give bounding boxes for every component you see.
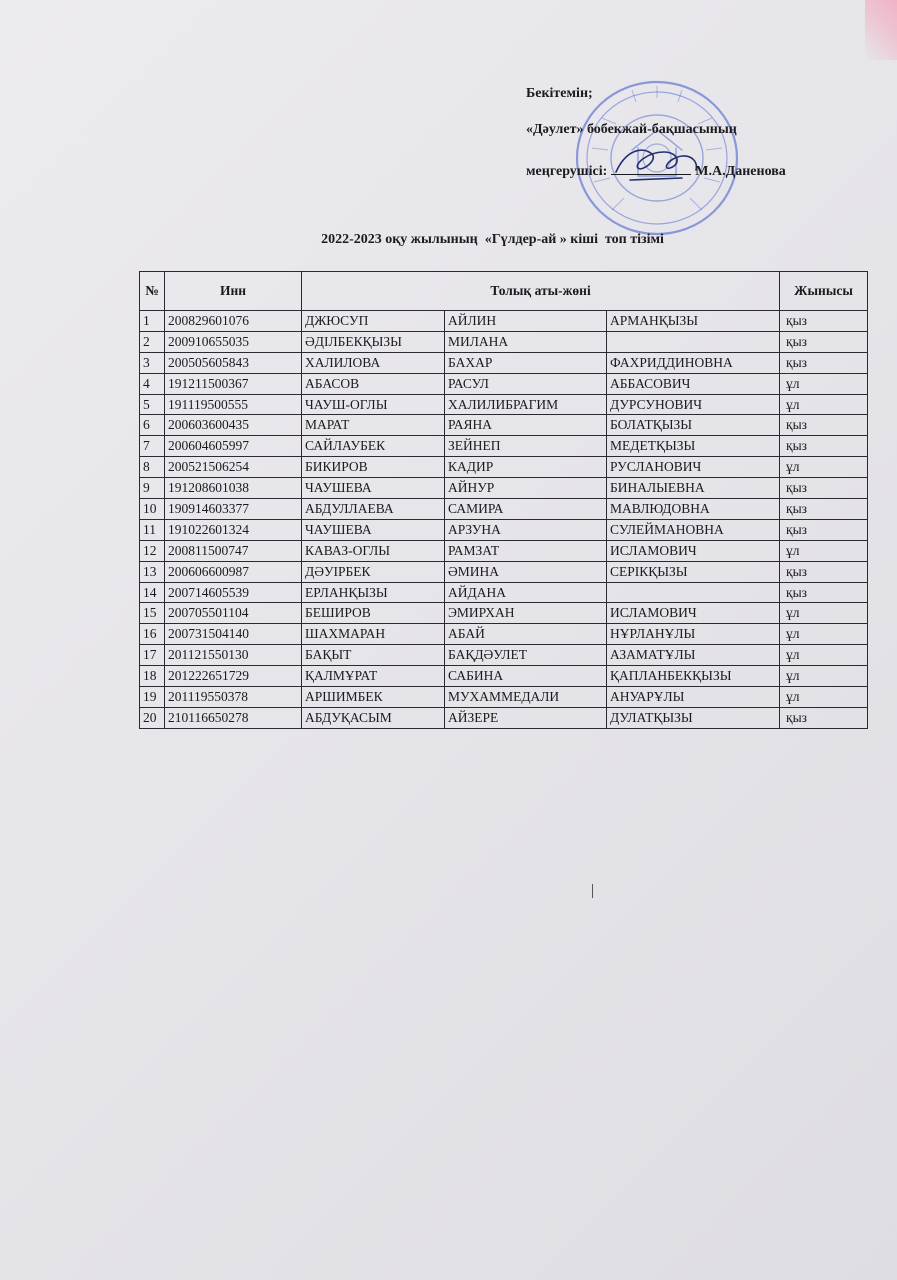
cell-last-name: ДЖЮСУП <box>302 311 445 332</box>
cell-last-name: ЕРЛАНҚЫЗЫ <box>302 582 445 603</box>
cell-gender: ұл <box>780 373 868 394</box>
table-row <box>140 707 868 728</box>
cell-first-name: АЙДАНА <box>445 582 607 603</box>
cell-patronymic: СУЛЕЙМАНОВНА <box>607 519 780 540</box>
cell-number: 10 <box>140 499 165 520</box>
cell-number: 9 <box>140 478 165 499</box>
cell-first-name: БАХАР <box>445 352 607 373</box>
cell-patronymic: ИСЛАМОВИЧ <box>607 540 780 561</box>
header-number: № <box>140 272 165 311</box>
table-row <box>140 436 868 457</box>
cell-patronymic: АББАСОВИЧ <box>607 373 780 394</box>
approval-signatory-name: М.А.Даненова <box>695 164 786 179</box>
table-row <box>140 352 868 373</box>
cell-number: 19 <box>140 687 165 708</box>
cell-last-name: АРШИМБЕК <box>302 687 445 708</box>
table-row <box>140 624 868 645</box>
cell-iin: 190914603377 <box>165 499 302 520</box>
cell-iin: 210116650278 <box>165 707 302 728</box>
cell-gender: ұл <box>780 457 868 478</box>
children-roster-table <box>139 271 868 729</box>
approval-position: меңгерушісі: <box>526 164 608 179</box>
cell-last-name: ЧАУШЕВА <box>302 478 445 499</box>
cell-gender: ұл <box>780 540 868 561</box>
table-header-row <box>140 272 868 311</box>
cell-gender: ұл <box>780 603 868 624</box>
approval-signatory-line <box>526 164 786 180</box>
cell-iin: 200829601076 <box>165 311 302 332</box>
cell-number: 14 <box>140 582 165 603</box>
cell-patronymic: СЕРІКҚЫЗЫ <box>607 561 780 582</box>
cell-first-name: САБИНА <box>445 666 607 687</box>
cell-gender: қыз <box>780 707 868 728</box>
header-full-name: Толық аты-жөні <box>302 272 780 311</box>
cell-first-name: АЙНУР <box>445 478 607 499</box>
cell-gender: қыз <box>780 582 868 603</box>
cell-iin: 200731504140 <box>165 624 302 645</box>
cell-gender: қыз <box>780 519 868 540</box>
cell-first-name: АБАЙ <box>445 624 607 645</box>
cell-patronymic: ҚАПЛАНБЕКҚЫЗЫ <box>607 666 780 687</box>
cell-last-name: ДӘУІРБЕК <box>302 561 445 582</box>
cell-last-name: БЕШИРОВ <box>302 603 445 624</box>
cell-number: 11 <box>140 519 165 540</box>
cell-last-name: ШАХМАРАН <box>302 624 445 645</box>
cell-first-name: РАСУЛ <box>445 373 607 394</box>
cell-patronymic: АНУАРҰЛЫ <box>607 687 780 708</box>
cell-iin: 200606600987 <box>165 561 302 582</box>
cell-number: 3 <box>140 352 165 373</box>
cell-patronymic <box>607 331 780 352</box>
header-gender: Жынысы <box>780 272 868 311</box>
cell-patronymic <box>607 582 780 603</box>
cell-first-name: МИЛАНА <box>445 331 607 352</box>
cell-last-name: КАВАЗ-ОГЛЫ <box>302 540 445 561</box>
cell-iin: 200714605539 <box>165 582 302 603</box>
cell-first-name: РАМЗАТ <box>445 540 607 561</box>
approval-organization: «Дәулет» бобекжай-бақшасының <box>526 122 737 137</box>
cell-gender: ұл <box>780 645 868 666</box>
cell-iin: 200811500747 <box>165 540 302 561</box>
table-row <box>140 645 868 666</box>
cell-iin: 191211500367 <box>165 373 302 394</box>
cell-gender: ұл <box>780 624 868 645</box>
table-row <box>140 373 868 394</box>
cell-iin: 200604605997 <box>165 436 302 457</box>
table-row <box>140 603 868 624</box>
table-row <box>140 394 868 415</box>
cell-number: 4 <box>140 373 165 394</box>
cell-first-name: КАДИР <box>445 457 607 478</box>
cell-patronymic: АРМАНҚЫЗЫ <box>607 311 780 332</box>
cell-iin: 200910655035 <box>165 331 302 352</box>
cell-patronymic: МАВЛЮДОВНА <box>607 499 780 520</box>
signature-line <box>611 174 691 175</box>
cell-last-name: АБДУҚАСЫМ <box>302 707 445 728</box>
cell-iin: 200705501104 <box>165 603 302 624</box>
cell-first-name: АЙЛИН <box>445 311 607 332</box>
cell-iin: 201119550378 <box>165 687 302 708</box>
cell-gender: қыз <box>780 561 868 582</box>
table-row <box>140 415 868 436</box>
cell-number: 5 <box>140 394 165 415</box>
cell-iin: 191119500555 <box>165 394 302 415</box>
cell-number: 6 <box>140 415 165 436</box>
cell-patronymic: ИСЛАМОВИЧ <box>607 603 780 624</box>
table-body <box>140 311 868 729</box>
table-row <box>140 540 868 561</box>
cell-patronymic: РУСЛАНОВИЧ <box>607 457 780 478</box>
cell-last-name: САЙЛАУБЕК <box>302 436 445 457</box>
cell-patronymic: АЗАМАТҰЛЫ <box>607 645 780 666</box>
cell-patronymic: БОЛАТҚЫЗЫ <box>607 415 780 436</box>
cell-patronymic: ДУЛАТҚЫЗЫ <box>607 707 780 728</box>
cell-gender: қыз <box>780 499 868 520</box>
cell-last-name: ҚАЛМҰРАТ <box>302 666 445 687</box>
cell-gender: қыз <box>780 352 868 373</box>
table-row <box>140 666 868 687</box>
cell-first-name: ЭМИРХАН <box>445 603 607 624</box>
cell-first-name: АЙЗЕРЕ <box>445 707 607 728</box>
cell-last-name: ХАЛИЛОВА <box>302 352 445 373</box>
cell-last-name: БАҚЫТ <box>302 645 445 666</box>
cell-last-name: БИКИРОВ <box>302 457 445 478</box>
table-row <box>140 687 868 708</box>
stray-mark <box>592 884 593 898</box>
cell-gender: қыз <box>780 331 868 352</box>
table-row <box>140 519 868 540</box>
cell-first-name: ЗЕЙНЕП <box>445 436 607 457</box>
cell-last-name: АБАСОВ <box>302 373 445 394</box>
cell-number: 1 <box>140 311 165 332</box>
cell-iin: 200505605843 <box>165 352 302 373</box>
table-row <box>140 311 868 332</box>
cell-number: 15 <box>140 603 165 624</box>
table-row <box>140 331 868 352</box>
cell-number: 13 <box>140 561 165 582</box>
cell-patronymic: БИНАЛЫЕВНА <box>607 478 780 499</box>
cell-gender: ұл <box>780 394 868 415</box>
cell-iin: 191022601324 <box>165 519 302 540</box>
document-title: 2022-2023 оқу жылының «Гүлдер-ай » кіші топ тізімі <box>321 232 664 247</box>
cell-number: 12 <box>140 540 165 561</box>
table-row <box>140 561 868 582</box>
cell-number: 16 <box>140 624 165 645</box>
cell-iin: 200521506254 <box>165 457 302 478</box>
cell-first-name: ХАЛИЛИБРАГИМ <box>445 394 607 415</box>
cell-first-name: ӘМИНА <box>445 561 607 582</box>
cell-patronymic: МЕДЕТҚЫЗЫ <box>607 436 780 457</box>
cell-gender: қыз <box>780 415 868 436</box>
cell-gender: қыз <box>780 478 868 499</box>
cell-first-name: АРЗУНА <box>445 519 607 540</box>
cell-first-name: МУХАММЕДАЛИ <box>445 687 607 708</box>
cell-iin: 191208601038 <box>165 478 302 499</box>
cell-gender: қыз <box>780 436 868 457</box>
cell-gender: ұл <box>780 687 868 708</box>
cell-number: 18 <box>140 666 165 687</box>
cell-patronymic: НҰРЛАНҰЛЫ <box>607 624 780 645</box>
page-corner-tint <box>865 0 897 60</box>
cell-number: 2 <box>140 331 165 352</box>
cell-number: 8 <box>140 457 165 478</box>
table-row <box>140 478 868 499</box>
cell-number: 17 <box>140 645 165 666</box>
header-iin: Инн <box>165 272 302 311</box>
cell-patronymic: ФАХРИДДИНОВНА <box>607 352 780 373</box>
cell-first-name: БАҚДӘУЛЕТ <box>445 645 607 666</box>
table-row <box>140 582 868 603</box>
approval-heading: Бекітемін; <box>526 86 593 101</box>
cell-last-name: ӘДІЛБЕКҚЫЗЫ <box>302 331 445 352</box>
cell-last-name: АБДУЛЛАЕВА <box>302 499 445 520</box>
cell-patronymic: ДУРСУНОВИЧ <box>607 394 780 415</box>
cell-iin: 201121550130 <box>165 645 302 666</box>
cell-number: 7 <box>140 436 165 457</box>
cell-last-name: ЧАУШ-ОГЛЫ <box>302 394 445 415</box>
cell-first-name: САМИРА <box>445 499 607 520</box>
cell-number: 20 <box>140 707 165 728</box>
cell-gender: қыз <box>780 311 868 332</box>
cell-last-name: МАРАТ <box>302 415 445 436</box>
table-row <box>140 499 868 520</box>
cell-iin: 200603600435 <box>165 415 302 436</box>
cell-last-name: ЧАУШЕВА <box>302 519 445 540</box>
cell-first-name: РАЯНА <box>445 415 607 436</box>
table-row <box>140 457 868 478</box>
cell-gender: ұл <box>780 666 868 687</box>
cell-iin: 201222651729 <box>165 666 302 687</box>
